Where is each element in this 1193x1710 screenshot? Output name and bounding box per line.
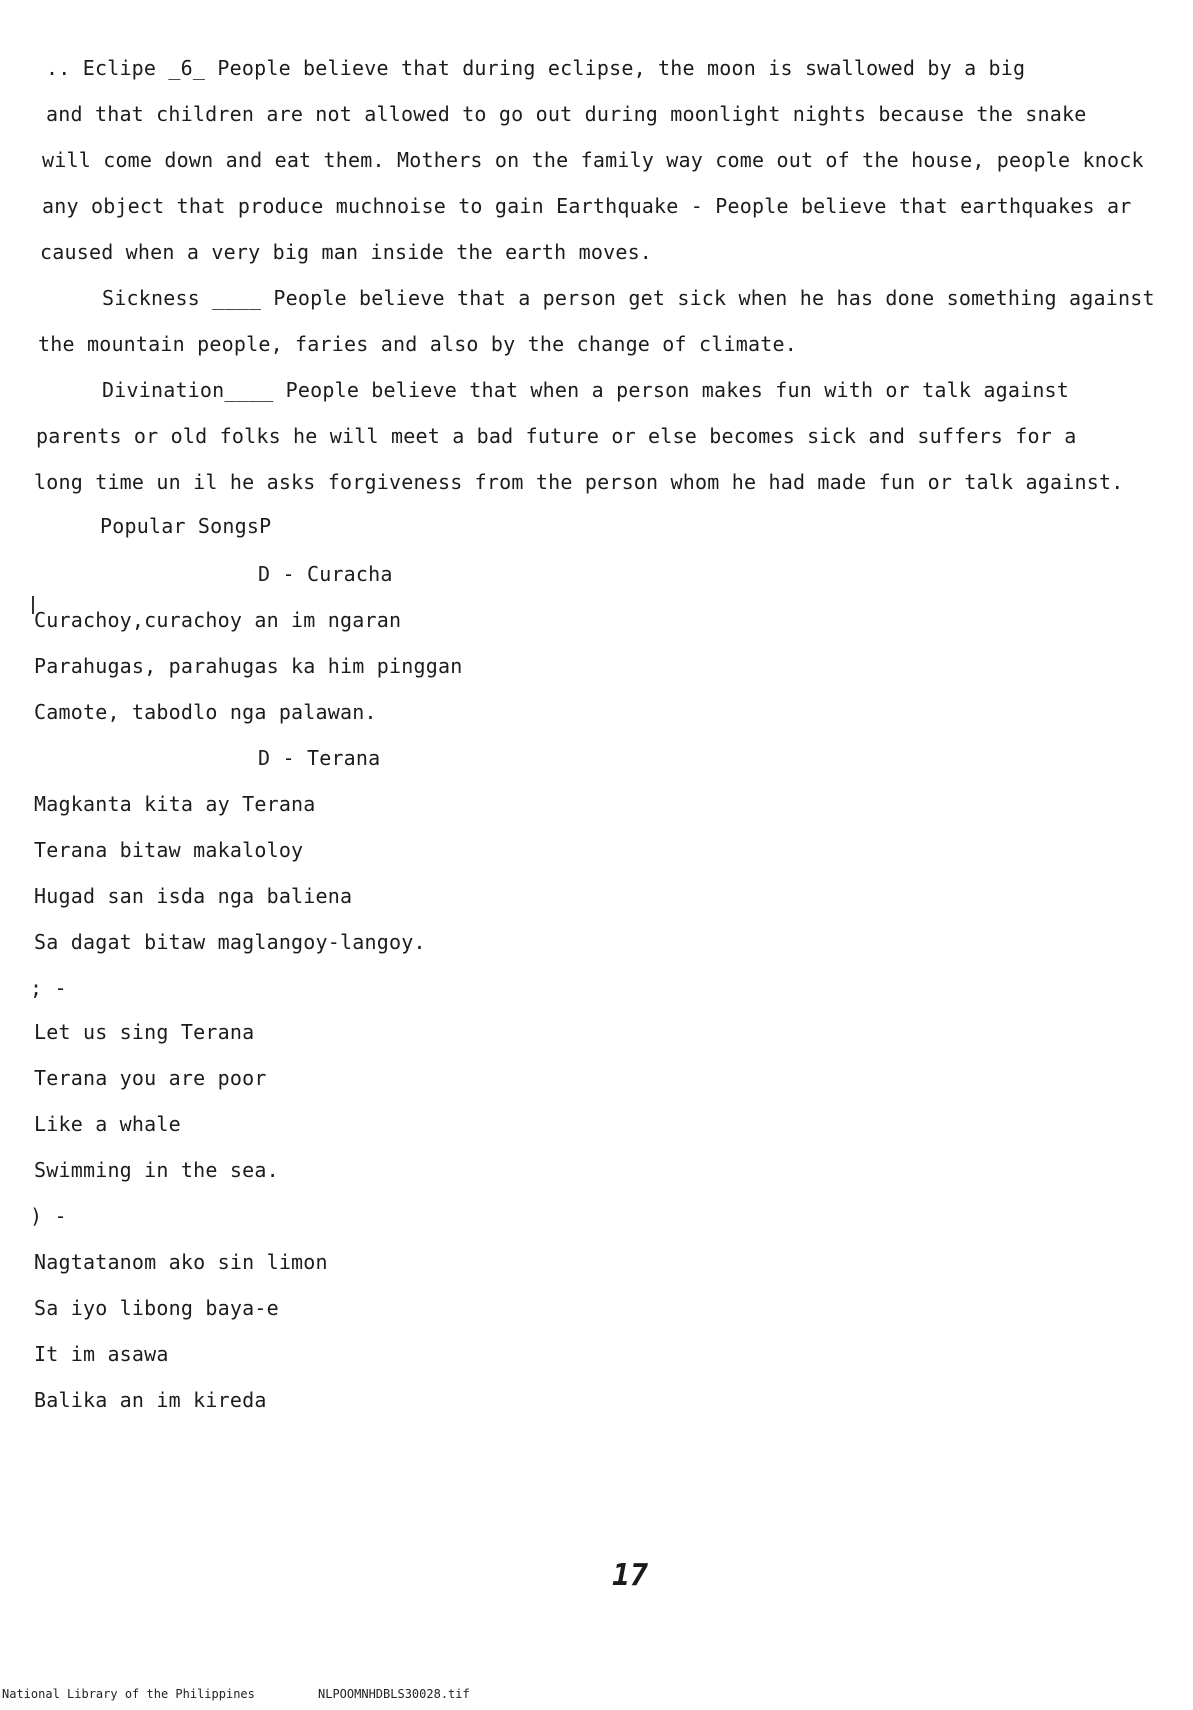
translation-line: Swimming in the sea. — [34, 1158, 279, 1182]
text-line: caused when a very big man inside the earth moves. — [40, 240, 653, 264]
song-line: It im asawa — [34, 1342, 169, 1366]
text-line-earthquake: any object that produce muchnoise to gain Earthquake - People believe that earthquakes ar — [42, 194, 1132, 218]
text-line: the mountain people, faries and also by the change of climate. — [38, 332, 797, 356]
song-line: Nagtatanom ako sin limon — [34, 1250, 328, 1274]
text-line-eclipse: .. Eclipe _6_ People believe that during eclipse, the moon is swallowed by a big — [46, 56, 1026, 80]
song-line: Camote, tabodlo nga palawan. — [34, 700, 377, 724]
text-line-divination: Divination____ People believe that when a person makes fun with or talk against — [102, 378, 1070, 402]
text-line: and that children are not allowed to go out during moonlight nights because the snake — [46, 102, 1087, 126]
text-line-sickness: Sickness ____ People believe that a person get sick when he has done something against — [102, 286, 1155, 310]
song-line: Curachoy,curachoy an im ngaran — [34, 608, 402, 632]
song-line: Magkanta kita ay Terana — [34, 792, 316, 816]
song-line: Sa dagat bitaw maglangoy-langoy. — [34, 930, 426, 954]
song-line: Terana bitaw makaloloy — [34, 838, 304, 862]
section-separator: ) - — [30, 1204, 67, 1228]
text-line: will come down and eat them. Mothers on the family way come out of the house, people knock — [42, 148, 1144, 172]
song-title-curacha: D - Curacha — [258, 562, 393, 586]
song-line: Parahugas, parahugas ka him pinggan — [34, 654, 463, 678]
songs-heading: Popular SongsP — [100, 514, 272, 538]
text-line: long time un il he asks forgiveness from the person whom he had made fun or talk against. — [34, 470, 1124, 494]
page-number: 17 — [612, 1558, 649, 1593]
song-line: Sa iyo libong baya-e — [34, 1296, 279, 1320]
translation-line: Let us sing Terana — [34, 1020, 255, 1044]
song-title-terana: D - Terana — [258, 746, 381, 770]
section-separator: ; - — [30, 976, 67, 1000]
translation-line: Terana you are poor — [34, 1066, 267, 1090]
footer-library: National Library of the Philippines — [2, 1687, 255, 1701]
translation-line: Like a whale — [34, 1112, 181, 1136]
song-line: Balika an im kireda — [34, 1388, 267, 1412]
footer-file: NLPOOMNHDBLS30028.tif — [318, 1687, 470, 1701]
text-line: parents or old folks he will meet a bad future or else becomes sick and suffers for a — [36, 424, 1077, 448]
song-line: Hugad san isda nga baliena — [34, 884, 353, 908]
